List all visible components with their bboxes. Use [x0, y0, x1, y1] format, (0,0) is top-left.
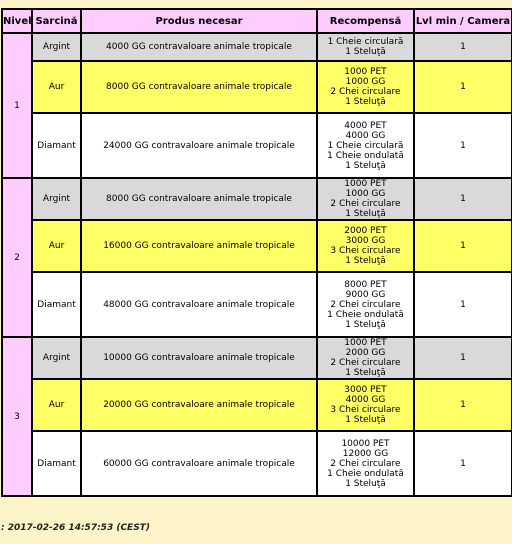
reward-line: 3 Chei circulare: [330, 405, 401, 415]
timestamp-footer: : 2017-02-26 14:57:53 (CEST): [1, 523, 150, 533]
lvl-cell: 1: [415, 114, 511, 177]
lvl-cell: 1: [415, 179, 511, 219]
product-cell: 4000 GG contravaloare animale tropicale: [82, 34, 316, 60]
header-produs: Produs necesar: [82, 10, 316, 32]
reward-cell: [318, 62, 413, 112]
reward-cell: [318, 432, 413, 495]
table-row: [3, 179, 511, 219]
reward-line: 1000 PET: [344, 179, 387, 189]
reward-line: 1 Steluţă: [345, 97, 386, 107]
reward-cell: [318, 338, 413, 378]
reward-line: 1 Steluţă: [345, 478, 386, 489]
level-cell: 1: [3, 34, 31, 177]
header-sarcina: Sarcină: [33, 10, 80, 32]
reward-line: 4000 GG: [345, 130, 386, 141]
reward-cell: [318, 221, 413, 271]
product-cell: 48000 GG contravaloare animale tropicale: [82, 273, 316, 336]
task-cell: Diamant: [33, 273, 80, 336]
reward-line: 4000 PET: [344, 120, 387, 131]
reward-line: 10000 PET: [341, 438, 390, 449]
task-cell: Aur: [33, 380, 80, 430]
reward-line: 8000 PET: [344, 279, 387, 290]
product-cell: 10000 GG contravaloare animale tropicale: [82, 338, 316, 378]
reward-line: 2 Chei circulare: [330, 458, 401, 469]
reward-line: 2000 PET: [344, 226, 387, 236]
reward-cell: [318, 34, 413, 60]
reward-line: 1000 PET: [344, 338, 387, 348]
reward-line: 1 Steluţă: [345, 319, 386, 330]
product-cell: 8000 GG contravaloare animale tropicale: [82, 179, 316, 219]
product-cell: 24000 GG contravaloare animale tropicale: [82, 114, 316, 177]
reward-line: 2000 GG: [345, 348, 386, 358]
task-cell: Argint: [33, 34, 80, 60]
header-nivel: Nivel: [3, 10, 31, 32]
reward-line: 2 Chei circulare: [330, 299, 401, 310]
task-cell: Aur: [33, 221, 80, 271]
task-cell: Aur: [33, 62, 80, 112]
level-cell: 3: [3, 338, 31, 495]
reward-line: 1 Steluţă: [345, 160, 386, 171]
lvl-cell: 1: [415, 432, 511, 495]
product-cell: 16000 GG contravaloare animale tropicale: [82, 221, 316, 271]
reward-line: 1000 GG: [345, 77, 386, 87]
header-row: [3, 10, 511, 32]
table-row: [3, 62, 511, 112]
reward-cell: [318, 273, 413, 336]
reward-line: 1 Steluţă: [345, 47, 386, 57]
reward-cell: [318, 179, 413, 219]
lvl-cell: 1: [415, 221, 511, 271]
reward-line: 1 Steluţă: [345, 256, 386, 266]
lvl-cell: 1: [415, 380, 511, 430]
reward-cell: [318, 114, 413, 177]
reward-line: 2 Chei circulare: [330, 358, 401, 368]
table-row: [3, 34, 511, 60]
reward-line: 1 Cheie circulară: [327, 37, 404, 47]
lvl-cell: 1: [415, 273, 511, 336]
table-row: [3, 338, 511, 378]
reward-line: 4000 GG: [345, 395, 386, 405]
reward-line: 2 Chei circulare: [330, 199, 401, 209]
reward-line: 9000 GG: [345, 289, 386, 300]
reward-line: 1 Steluţă: [345, 415, 386, 425]
reward-line: 3000 GG: [345, 236, 386, 246]
table-row: [3, 114, 511, 177]
reward-line: 1 Cheie ondulată: [327, 150, 404, 161]
reward-line: 1000 PET: [344, 67, 387, 77]
table-row: [3, 380, 511, 430]
header-lvl: Lvl min / Camera: [415, 10, 511, 32]
task-cell: Diamant: [33, 432, 80, 495]
reward-line: 1 Cheie ondulată: [327, 468, 404, 479]
level-cell: 2: [3, 179, 31, 336]
product-cell: 8000 GG contravaloare animale tropicale: [82, 62, 316, 112]
task-cell: Argint: [33, 338, 80, 378]
reward-line: 12000 GG: [342, 448, 389, 459]
product-cell: 60000 GG contravaloare animale tropicale: [82, 432, 316, 495]
reward-cell: [318, 380, 413, 430]
header-recompensa: Recompensă: [318, 10, 413, 32]
product-cell: 20000 GG contravaloare animale tropicale: [82, 380, 316, 430]
reward-line: 1 Steluţă: [345, 368, 386, 378]
tasks-table: [1, 8, 512, 497]
table-row: [3, 432, 511, 495]
lvl-cell: 1: [415, 62, 511, 112]
table-row: [3, 273, 511, 336]
reward-line: 1000 GG: [345, 189, 386, 199]
lvl-cell: 1: [415, 34, 511, 60]
task-cell: Argint: [33, 179, 80, 219]
reward-line: 3 Chei circulare: [330, 246, 401, 256]
lvl-cell: 1: [415, 338, 511, 378]
reward-line: 1 Cheie circulară: [327, 140, 404, 151]
reward-line: 2 Chei circulare: [330, 87, 401, 97]
reward-line: 1 Cheie ondulată: [327, 309, 404, 320]
task-cell: Diamant: [33, 114, 80, 177]
table-row: [3, 221, 511, 271]
reward-line: 1 Steluţă: [345, 209, 386, 219]
reward-line: 3000 PET: [344, 385, 387, 395]
